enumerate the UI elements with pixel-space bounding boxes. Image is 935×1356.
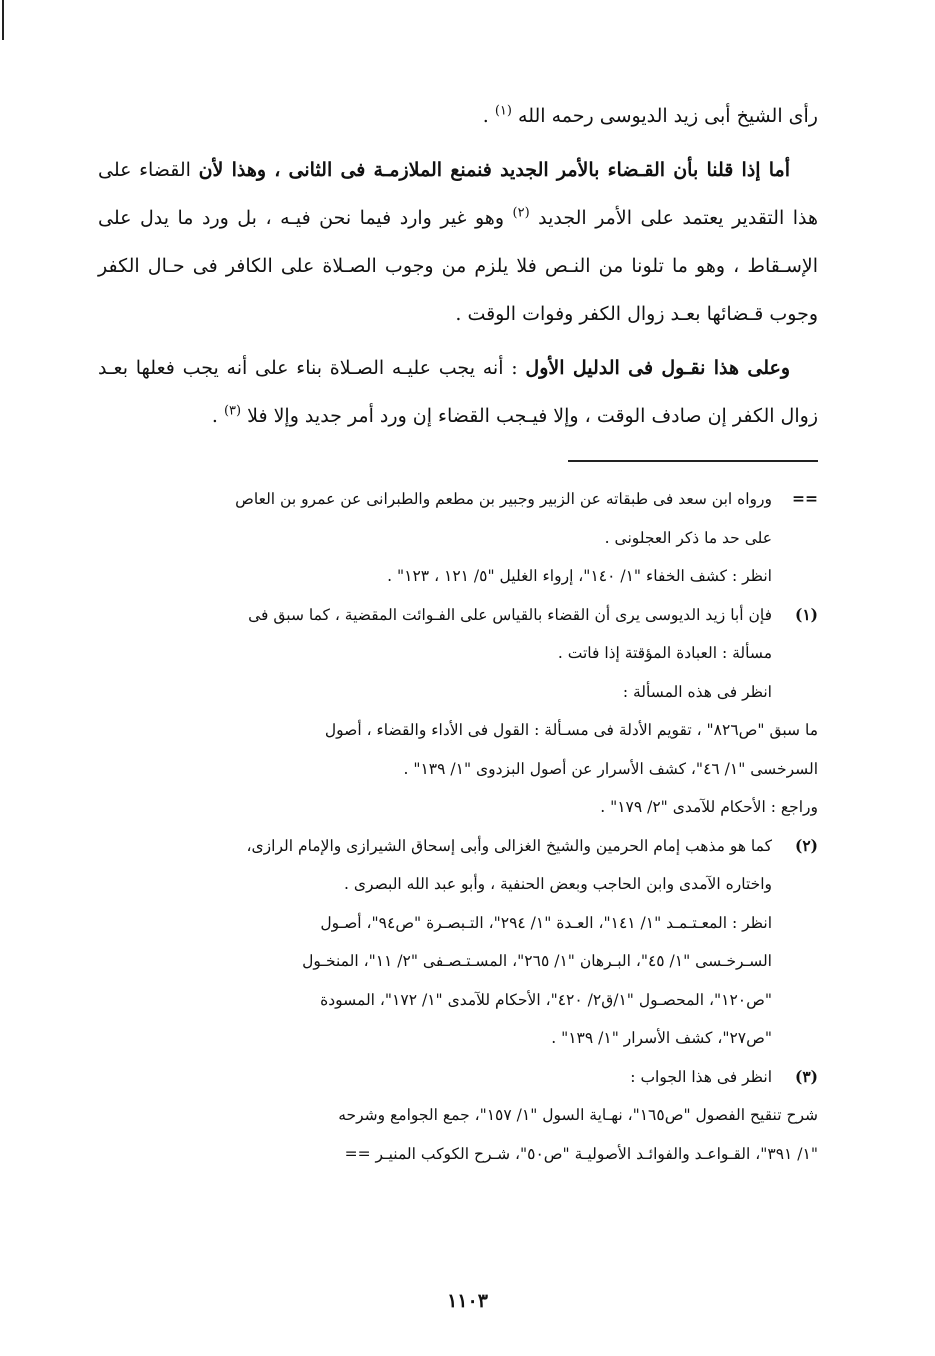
paragraph-3 [98,344,818,440]
main-text [98,92,818,440]
paragraph-2-text-a: القضاء على هذا التقدير يعتمد على الأمر الجديد [98,159,818,229]
footnote-2-line-5: "ص١٢٠"، المحصـول "١/ق٢/ ٤٢٠"، الأحكام للآمدى "١/ ١٧٢"، المسودة [320,990,772,1009]
footnote-divider [568,460,818,462]
continuation-marker: == [792,489,818,508]
footnote-2-number: (٢) [794,835,818,855]
footnotes [98,480,818,1173]
continuation-line-2: على حد ما ذكر العجلونى . [604,528,772,547]
footnote-3-number: (٣) [794,1066,818,1086]
paragraph-2-lead: أما إذا قلنا بأن القـضاء بالأمر الجديد فنمنع الملازمـة فى الثانى ، وهذا لأن [198,159,790,181]
paragraph-3-lead: وعلى هذا نقـول فى الدليل الأول [525,357,790,379]
footnote-1-full-width [98,711,818,827]
footnote-continuation [98,480,818,596]
footnote-3-line-1: انظر فى هذا الجواب : [630,1067,772,1086]
footnote-1-line-1: فإن أبا زيد الديوسى يرى أن القضاء بالقياس على الفـوائت المقضية ، كما سبق فى [248,605,772,624]
footnote-1-line-6: وراجع : الأحكام للآمدى "٢/ ١٧٩" . [600,798,818,816]
paragraph-3-text: : أنه يجب عليـه الصـلاة بناء على أنه يجب فعلها بعـد زوال الكفر إن صادف الوقت ، وإلا فيـجب القضاء إن ورد أمر جديد وإلا فلا [98,357,818,427]
page-number: ١١٠٣ [447,1290,488,1312]
footnote-ref-2[interactable]: (٢) [512,205,530,221]
footnote-1-line-4: ما سبق "ص٨٢٦" ، تقويم الأدلة فى مسـألة : القول فى الأداء والقضاء ، أصول [324,721,818,739]
footnote-2-line-4: السـرخـسى "١/ ٤٥"، البـرهان "١/ ٢٦٥"، المسـتـصـفى "٢/ ١١"، المنخـول [302,952,772,970]
continuation-reference: انظر : كشف الخفاء "١/ ١٤٠"، إرواء الغليل "٥/ ١٢١ ، ١٢٣" . [387,567,772,585]
paragraph-3-end: . [211,405,218,427]
paragraph-2-text-b: وهو غير وارد فيما نحن فيـه ، بل ورد ما يدل على الإسـقاط ، وهو ما تلونا من النـص فلا يلزم من وجوب الصـلاة على الكافر فى حـال الكفر وجوب قـضائها بعـد زوال الكفر وفوات الوقت . [98,207,818,325]
footnote-2-line-2: واختاره الآمدى وابن الحاجب وبعض الحنفية ، وأبو عبد الله البصرى . [344,875,772,893]
footnote-3-line-2: شرح تنقيح الفصول "ص١٦٥"، نهـاية السول "١/ ١٥٧"، جمع الجوامع وشرحه [338,1106,818,1124]
footnote-ref-3[interactable]: (٣) [223,403,242,419]
footnote-2 [98,827,818,1058]
footnote-2-line-1: كما هو مذهب إمام الحرمين والشيخ الغزالى وأبى إسحاق الشيرازى والإمام الرازى، [246,836,772,855]
paragraph-1 [98,92,818,140]
footnote-3 [98,1058,818,1097]
footnote-1-number: (١) [794,604,818,624]
continuation-line-1: ورواه ابن سعد فى طبقاته عن الزبير وجبير بن مطعم والطبرانى عن عمرو بن العاص [235,490,772,508]
footnote-2-line-6: "ص٢٧"، كشف الأسرار "١/ ١٣٩" . [551,1029,772,1047]
footnote-2-line-3: انظر : المعـتـمـد "١/ ١٤١"، العـدة "١/ ٢٩٤"، التـبصـرة "ص٩٤"، أصـول [320,913,772,932]
paragraph-1-text: رأى الشيخ أبى زيد الديوسى رحمه الله [518,105,818,127]
footnote-1 [98,596,818,712]
document-page [98,92,818,1332]
scan-edge-mark [2,0,4,40]
footnote-3-line-3: "١/ ٣٩١"، القـواعـد والفوائـد الأصوليـة "ص٥٠"، شـرح الكوكب المنيـر == [344,1144,818,1163]
footnote-3-full-width [98,1096,818,1173]
footnote-1-line-5: السرخسى "١/ ٤٦"، كشف الأسرار عن أصول البزدوى "١/ ١٣٩" . [403,759,818,778]
paragraph-2 [98,146,818,338]
paragraph-1-end: . [482,105,489,127]
footnote-ref-1[interactable]: (١) [494,103,512,119]
footnote-1-line-2: مسألة : العبادة المؤقتة إذا فاتت . [557,644,772,662]
footnote-1-line-3: انظر فى هذه المسألة : [622,682,772,701]
